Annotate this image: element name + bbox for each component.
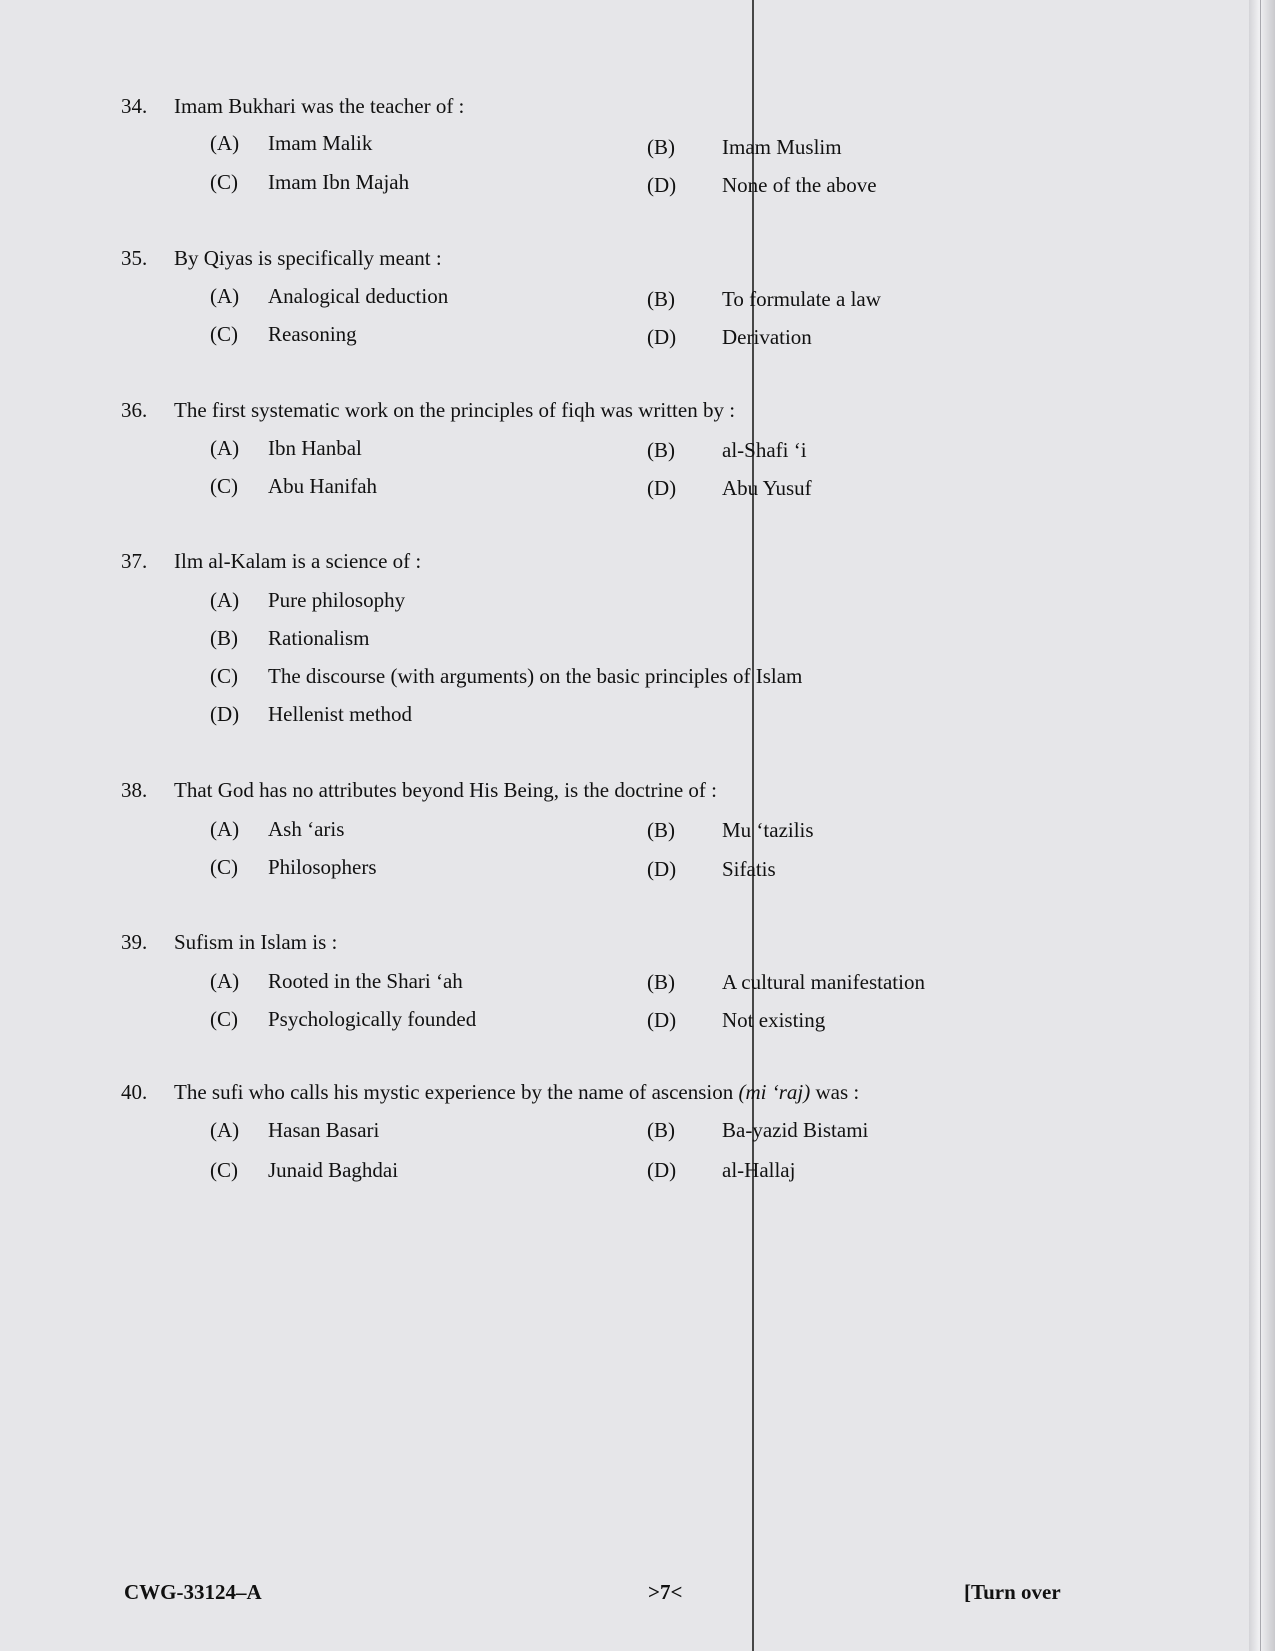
option-label: (B) [647,970,675,995]
option-text: Abu Yusuf [722,475,812,500]
option-text: al-Hallaj [722,1158,796,1183]
option-text: Ibn Hanbal [268,435,362,460]
option-label: (D) [647,1158,677,1183]
option-text: Not existing [722,1008,826,1033]
option-text: Abu Hanifah [268,473,378,498]
option-text: Imam Malik [268,131,373,156]
option-label: (A) [210,435,240,460]
option-label: (A) [210,1118,240,1143]
option-label: (B) [647,286,675,311]
option-label: (D) [647,1008,677,1033]
paper-code: CWG-33124–A [124,1579,262,1604]
option-label: (A) [210,816,240,841]
option-text: Reasoning [268,322,357,347]
page-edge-line [1260,0,1261,1651]
question-text: Ilm al-Kalam is a science of : [174,549,422,574]
option-label: (D) [647,475,677,500]
question-number: 36. [121,397,148,422]
option-label: (A) [210,131,240,156]
option-text: Ash ‘aris [268,816,345,841]
option-text: Rationalism [268,625,370,650]
option-text: Pure philosophy [268,587,406,612]
question-text: The first systematic work on the principles of fiqh was written by : [174,397,736,422]
question-text [174,1080,859,1105]
option-text: The discourse (with arguments) on the basic principles of Islam [268,663,803,688]
option-text: al-Shafi ‘i [722,437,807,462]
option-text: Sifatis [722,856,776,881]
option-label: (C) [210,170,238,195]
option-text: None of the above [722,173,877,198]
option-text: Derivation [722,324,812,349]
option-label: (C) [210,854,238,879]
option-text: Psychologically founded [268,1007,477,1032]
option-label: (B) [647,134,675,159]
page-number: >7< [648,1579,683,1604]
question-text-part: was : [810,1080,860,1105]
option-text: Rooted in the Shari ‘ah [268,969,463,994]
option-text: Junaid Baghdai [268,1158,399,1183]
option-text: Imam Muslim [722,134,842,159]
option-text: To formulate a law [722,286,881,311]
option-label: (C) [210,1158,238,1183]
question-text: Imam Bukhari was the teacher of : [174,94,465,119]
option-text: Hasan Basari [268,1118,380,1143]
option-text: Ba-yazid Bistami [722,1118,869,1143]
question-text: By Qiyas is specifically meant : [174,245,442,270]
option-label: (B) [647,818,675,843]
option-label: (A) [210,587,240,612]
question-text: Sufism in Islam is : [174,930,338,955]
option-label: (B) [647,1118,675,1143]
page-edge [1249,0,1275,1651]
question-text: That God has no attributes beyond His Being, is the doctrine of : [174,778,717,803]
question-number: 38. [121,778,148,803]
option-label: (D) [647,856,677,881]
option-label: (C) [210,1007,238,1032]
option-label: (A) [210,969,240,994]
option-text: Philosophers [268,854,377,879]
question-number: 40. [121,1080,148,1105]
option-label: (C) [210,663,238,688]
option-label: (C) [210,473,238,498]
option-label: (D) [210,702,240,727]
option-text: A cultural manifestation [722,970,925,995]
question-number: 39. [121,930,148,955]
option-text: Imam Ibn Majah [268,170,410,195]
option-text: Analogical deduction [268,284,449,309]
question-number: 34. [121,94,148,119]
question-number: 37. [121,549,148,574]
option-label: (B) [210,625,238,650]
option-label: (B) [647,437,675,462]
option-label: (A) [210,284,240,309]
question-number: 35. [121,245,148,270]
option-label: (D) [647,324,677,349]
turn-over-label: [Turn over [964,1579,1061,1604]
question-text-part: The sufi who calls his mystic experience by the name of ascension [174,1080,739,1105]
question-text-italic: (mi ‘raj) [738,1080,811,1105]
option-label: (D) [647,173,677,198]
option-text: Hellenist method [268,702,413,727]
option-label: (C) [210,322,238,347]
option-text: Mu ‘tazilis [722,818,814,843]
